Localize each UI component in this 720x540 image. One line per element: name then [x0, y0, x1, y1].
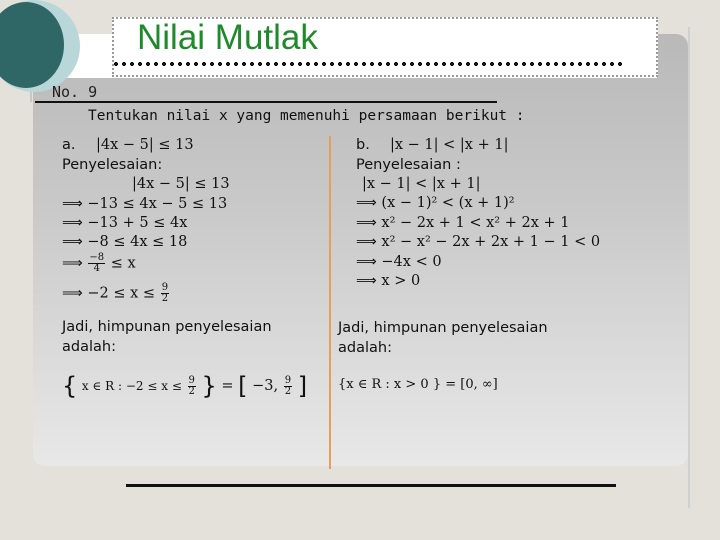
part-a-step5: −2 ≤ x ≤ — [87, 285, 156, 302]
part-b-step3-row — [356, 234, 600, 250]
part-a-step1-row — [62, 196, 227, 212]
implies-icon: ⟹ — [356, 254, 377, 270]
part-a-step3: −8 ≤ 4x ≤ 18 — [87, 234, 188, 250]
right-bracket-icon: ] — [297, 372, 308, 400]
implies-icon: ⟹ — [356, 195, 377, 211]
part-a-step2-row — [62, 215, 187, 231]
fraction-denominator: 4 — [93, 263, 100, 274]
part-a-step4-fraction — [88, 253, 105, 274]
part-a-step2: −13 + 5 ≤ 4x — [87, 215, 188, 231]
problem-number-underline — [35, 101, 497, 103]
implies-icon: ⟹ — [62, 215, 83, 231]
right-brace-icon: } — [201, 372, 217, 400]
title-dotted-underline — [112, 60, 622, 68]
part-a-label: a. — [62, 137, 76, 153]
column-divider — [329, 136, 331, 469]
part-a-solution-set — [62, 372, 307, 400]
fraction-numerator: −8 — [89, 252, 105, 263]
part-b-conclusion: Jadi, himpunan penyelesaian adalah: — [338, 320, 548, 356]
content-panel — [33, 34, 688, 466]
part-b-step5: x > 0 — [381, 273, 421, 289]
question-text: Tentukan nilai x yang memenuhi persamaan berikut : — [88, 108, 525, 124]
part-a-step4-tail: ≤ x — [110, 255, 136, 272]
part-a-step5-fraction — [161, 283, 169, 304]
fraction-numerator: 9 — [188, 374, 195, 386]
part-a-step3-row — [62, 234, 187, 250]
part-b-step2-row — [356, 215, 569, 231]
problem-number: No. 9 — [52, 83, 98, 101]
left-brace-icon: { — [62, 372, 78, 400]
part-b-step0: |x − 1| < |x + 1| — [362, 176, 481, 192]
part-b-step4: −4x < 0 — [381, 254, 442, 270]
part-a-step5-row — [62, 283, 170, 304]
part-a-conclusion: Jadi, himpunan penyelesaian adalah: — [62, 319, 272, 355]
fraction-numerator: 9 — [284, 374, 292, 386]
part-a-step1: −13 ≤ 4x − 5 ≤ 13 — [87, 196, 228, 212]
part-a-step4-row — [62, 253, 136, 274]
fraction-denominator: 2 — [284, 385, 292, 397]
part-a-problem: |4x − 5| ≤ 13 — [96, 137, 194, 153]
implies-icon: ⟹ — [62, 234, 83, 250]
part-a-interval-fraction — [284, 376, 292, 397]
part-b-step2: x² − 2x + 1 < x² + 2x + 1 — [381, 215, 570, 231]
part-b-problem: |x − 1| < |x + 1| — [390, 137, 509, 153]
part-b-step1: (x − 1)² < (x + 1)² — [381, 195, 515, 211]
implies-icon: ⟹ — [356, 273, 377, 289]
slide-title: Nilai Mutlak — [137, 18, 318, 57]
fraction-denominator: 2 — [161, 293, 169, 304]
part-a-set-condition: x ∈ R : −2 ≤ x ≤ — [81, 379, 182, 393]
part-b-step3: x² − x² − 2x + 2x + 1 − 1 < 0 — [381, 234, 601, 250]
right-accent-line — [688, 27, 690, 508]
implies-icon: ⟹ — [62, 285, 83, 302]
part-b-solution-heading: Penyelesaian : — [356, 157, 461, 173]
part-a-set-equals: = — [221, 378, 234, 394]
left-bracket-icon: [ — [238, 372, 248, 400]
part-a-step0: |4x − 5| ≤ 13 — [132, 176, 230, 192]
fraction-numerator: 9 — [161, 282, 169, 293]
part-b-solution-set: {x ∈ R : x > 0 } = [0, ∞] — [338, 377, 498, 392]
part-b-label: b. — [356, 137, 370, 153]
part-a-interval-left: −3, — [252, 378, 279, 394]
part-b-step5-row — [356, 273, 420, 289]
part-b-step4-row — [356, 254, 442, 270]
implies-icon: ⟹ — [62, 255, 83, 272]
part-a-solution-heading: Penyelesaian: — [62, 157, 163, 173]
part-b-step1-row — [356, 195, 515, 211]
part-a-set-fraction — [188, 376, 196, 397]
bottom-rule — [126, 484, 616, 487]
implies-icon: ⟹ — [356, 215, 377, 231]
fraction-denominator: 2 — [188, 385, 195, 397]
implies-icon: ⟹ — [62, 196, 83, 212]
implies-icon: ⟹ — [356, 234, 377, 250]
